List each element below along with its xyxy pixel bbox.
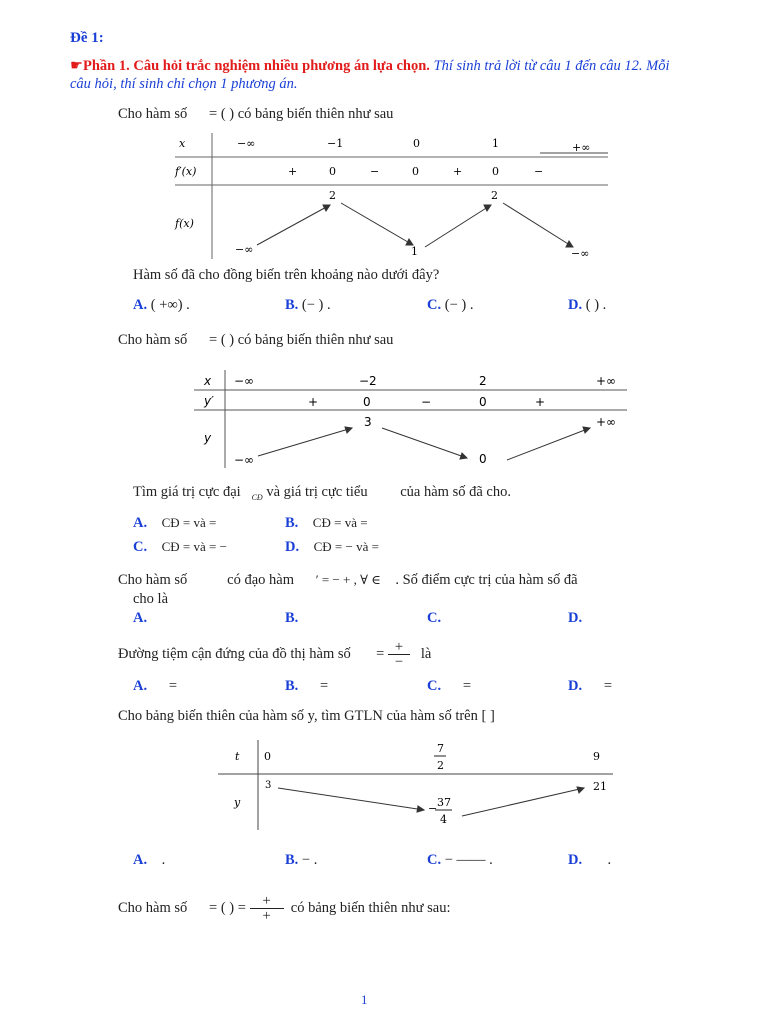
part-instructions-1: Thí sinh trả lời từ câu 1 đến câu 12. Mỗi — [433, 58, 670, 74]
q2-option-d[interactable] — [285, 539, 379, 556]
option-text: (− ) . — [301, 297, 331, 313]
q1-table-svg — [175, 133, 610, 263]
page-number: 1 — [361, 992, 368, 1007]
q5-t-value: 0 — [264, 750, 271, 763]
q5-arrow-head — [417, 806, 424, 812]
q1-f-value: −∞ — [235, 243, 254, 256]
q1-f-value: 1 — [411, 245, 418, 258]
option-text: ( ) . — [585, 297, 607, 313]
q2-y-value: −∞ — [234, 453, 255, 467]
q2-option-c[interactable] — [133, 539, 227, 556]
q1-arrow-down — [503, 203, 573, 247]
q5-t-frac-den: 2 — [437, 759, 444, 772]
q4-frac-den: − — [394, 654, 404, 670]
q1-x-value: −∞ — [237, 137, 256, 150]
q2-arrow-down — [382, 428, 467, 458]
q2-variation-table — [194, 370, 629, 475]
q2-arrow-up — [507, 428, 590, 460]
q1-fp-sign: 0 — [412, 165, 419, 178]
q3-option-c[interactable] — [427, 610, 441, 627]
q1-x-value: −1 — [327, 137, 344, 150]
q1-fp-sign: + — [453, 165, 463, 178]
option-label: B. — [285, 515, 299, 531]
q2-question-text: Tìm giá trị cực đại — [133, 484, 241, 500]
q5-y-value: 3 — [265, 780, 272, 791]
q3-stem-text-2: có đạo hàm — [227, 572, 294, 588]
document-title: Đề 1: — [70, 30, 104, 46]
option-text: . — [161, 852, 166, 868]
q1-option-b[interactable] — [285, 297, 331, 314]
q2-stem — [118, 332, 393, 349]
option-text: − . — [301, 852, 318, 868]
q1-x-value: 1 — [492, 137, 499, 150]
q2-yp-sign: + — [535, 395, 546, 409]
q2-arrow-head — [345, 427, 352, 433]
q2-stem-text-2: có bảng biến thiên như sau — [237, 332, 394, 348]
q1-fp-sign: − — [370, 165, 380, 178]
q6-frac-num: + — [250, 894, 284, 909]
q1-question: Hàm số đã cho đồng biến trên khoảng nào dưới đây? — [133, 267, 440, 283]
option-label: D. — [568, 297, 583, 313]
option-label: C. — [427, 852, 442, 868]
q2-question-text-2: và giá trị cực tiểu — [266, 484, 368, 500]
q5-variation-table — [218, 740, 618, 837]
q2-x-value: +∞ — [596, 374, 617, 388]
option-label: A. — [133, 852, 148, 868]
option-label: B. — [285, 610, 299, 626]
q5-y-mid-num: 37 — [437, 796, 451, 809]
option-label: C. — [427, 678, 442, 694]
q2-yp-sign: − — [421, 395, 432, 409]
q4-option-d[interactable] — [568, 678, 612, 695]
q2-table-svg — [194, 370, 629, 470]
option-text: CĐ = − và = — [313, 539, 379, 554]
option-text: = — [320, 678, 329, 694]
q6-frac-den: + — [262, 908, 271, 924]
q5-t-frac-num: 7 — [437, 742, 444, 755]
q2-question-sub: CĐ — [251, 493, 263, 502]
q1-fp-label: f′(x) — [175, 165, 197, 178]
option-label: D. — [285, 539, 300, 555]
option-label: D. — [568, 678, 583, 694]
q4-frac-num: + — [388, 640, 410, 655]
option-text: (− ) . — [444, 297, 474, 313]
q5-y-mid-den: 4 — [440, 813, 447, 826]
q5-table-svg — [218, 740, 618, 832]
q4-stem-text-2: là — [420, 645, 432, 662]
q2-y-value: +∞ — [596, 415, 617, 429]
q2-question-text-3: của hàm số đã cho. — [400, 484, 511, 500]
q5-option-d[interactable] — [568, 852, 611, 869]
q1-f-label: f(x) — [175, 217, 194, 230]
q1-fp-sign: + — [288, 165, 298, 178]
q1-stem-eq: = ( ) — [209, 106, 235, 122]
option-text: CĐ = và = — [161, 515, 217, 530]
q4-option-a[interactable] — [133, 678, 177, 695]
option-text: = — [462, 678, 472, 694]
q5-stem: Cho bảng biến thiên của hàm số y, tìm GTLN của hàm số trên [ ] — [118, 708, 495, 724]
q6-stem-text: Cho hàm số — [118, 899, 188, 916]
q1-arrow-head — [406, 239, 413, 245]
q2-question — [133, 484, 511, 501]
q4-option-c[interactable] — [427, 678, 471, 695]
q5-arrow-up — [462, 788, 584, 816]
part-heading: Phần 1. Câu hỏi trắc nghiệm nhiều phương án lựa chọn. — [83, 58, 430, 74]
option-text: = — [603, 678, 613, 694]
q1-arrow-down — [341, 203, 413, 245]
q2-yp-sign: 0 — [479, 395, 487, 409]
option-text: . — [607, 852, 612, 868]
q2-yp-label: y′ — [204, 394, 214, 408]
option-label: A. — [133, 297, 148, 313]
q5-option-c[interactable] — [427, 852, 493, 869]
q2-option-b[interactable] — [285, 515, 368, 532]
option-label: B. — [285, 297, 299, 313]
q2-stem-eq: = ( ) — [209, 332, 235, 348]
q1-f-value: 2 — [329, 189, 336, 202]
option-label: B. — [285, 678, 299, 694]
q4-eq-lhs: = — [376, 645, 385, 662]
q3-stem-text-3: . Số điểm cực trị của hàm số đã — [395, 572, 578, 588]
q3-option-b[interactable] — [285, 610, 298, 627]
q5-y-mid-sign: − — [428, 802, 438, 815]
q2-x-label: x — [204, 374, 212, 388]
q2-yp-sign: + — [308, 395, 319, 409]
q2-x-value: 2 — [479, 374, 487, 388]
q1-x-label: x — [179, 137, 186, 150]
q3-stem-eq: ′ = − + , ∀ ∈ — [315, 572, 381, 587]
q1-option-c[interactable] — [427, 297, 473, 314]
q4-stem — [118, 640, 431, 669]
q3-stem — [118, 572, 578, 589]
q5-y-label: y — [234, 796, 241, 809]
q4-option-b[interactable] — [285, 678, 328, 695]
q5-t-value: 9 — [593, 750, 600, 763]
option-label: B. — [285, 852, 299, 868]
q2-arrow-head — [583, 427, 590, 433]
q1-stem-text: Cho hàm số — [118, 106, 188, 122]
q1-arrow-up — [257, 205, 330, 245]
q1-f-value: 2 — [491, 189, 498, 202]
option-text: = — [168, 678, 178, 694]
q1-arrow-head — [566, 241, 573, 247]
option-text: CĐ = và = − — [161, 539, 227, 554]
q6-stem-eq: = ( ) = — [209, 899, 246, 916]
part-instructions-2: câu hỏi, thí sinh chỉ chọn 1 phương án. — [70, 76, 298, 92]
q1-arrow-head — [484, 205, 491, 211]
q1-option-a[interactable] — [133, 297, 190, 314]
q3-stem-text: Cho hàm số — [118, 572, 188, 588]
q5-option-b[interactable] — [285, 852, 317, 869]
pointing-hand-icon: ☛ — [70, 58, 83, 74]
q5-arrow-head — [577, 787, 584, 793]
q2-y-value: 0 — [479, 452, 487, 466]
q2-arrow-head — [460, 453, 467, 459]
q3-option-d[interactable] — [568, 610, 582, 627]
q1-x-value: 0 — [413, 137, 420, 150]
option-label: A. — [133, 610, 148, 626]
q2-yp-sign: 0 — [363, 395, 371, 409]
option-label: A. — [133, 678, 148, 694]
q6-stem-text-2: có bảng biến thiên như sau: — [290, 899, 451, 916]
q2-x-value: −∞ — [234, 374, 255, 388]
q1-variation-table — [175, 133, 610, 268]
option-label: D. — [568, 852, 583, 868]
option-text: − —— . — [444, 852, 493, 868]
q4-fraction — [388, 640, 410, 669]
q6-stem — [118, 894, 450, 923]
q1-arrow-up — [425, 205, 491, 247]
q2-x-value: −2 — [359, 374, 377, 388]
option-text: ( +∞) . — [150, 297, 190, 313]
q3-stem-line2: cho là — [133, 591, 169, 607]
q5-y-value: 21 — [593, 780, 607, 793]
q2-arrow-up — [258, 428, 352, 456]
option-text: CĐ = và = — [312, 515, 368, 530]
q2-y-label: y — [204, 431, 212, 445]
q5-option-a[interactable] — [133, 852, 165, 869]
option-label: A. — [133, 515, 148, 531]
q1-option-d[interactable] — [568, 297, 606, 314]
q2-y-value: 3 — [364, 415, 372, 429]
q4-stem-text: Đường tiệm cận đứng của đồ thị hàm số — [118, 645, 351, 662]
q5-t-label: t — [235, 750, 240, 763]
q1-fp-sign: 0 — [492, 165, 499, 178]
q6-fraction — [250, 894, 284, 923]
q2-stem-text: Cho hàm số — [118, 332, 188, 348]
option-label: C. — [427, 610, 442, 626]
q1-arrow-head — [323, 205, 330, 211]
q1-stem-text-2: có bảng biến thiên như sau — [237, 106, 394, 122]
part-heading-line — [70, 58, 670, 75]
q1-f-value: −∞ — [571, 247, 590, 260]
q1-fp-sign: 0 — [329, 165, 336, 178]
option-label: D. — [568, 610, 583, 626]
option-label: C. — [133, 539, 148, 555]
q3-option-a[interactable] — [133, 610, 147, 627]
q2-option-a[interactable] — [133, 515, 216, 532]
q5-arrow-down — [278, 788, 424, 810]
option-label: C. — [427, 297, 442, 313]
q1-fp-sign: − — [534, 165, 544, 178]
q1-stem — [118, 106, 393, 123]
q1-x-value: +∞ — [572, 141, 591, 154]
